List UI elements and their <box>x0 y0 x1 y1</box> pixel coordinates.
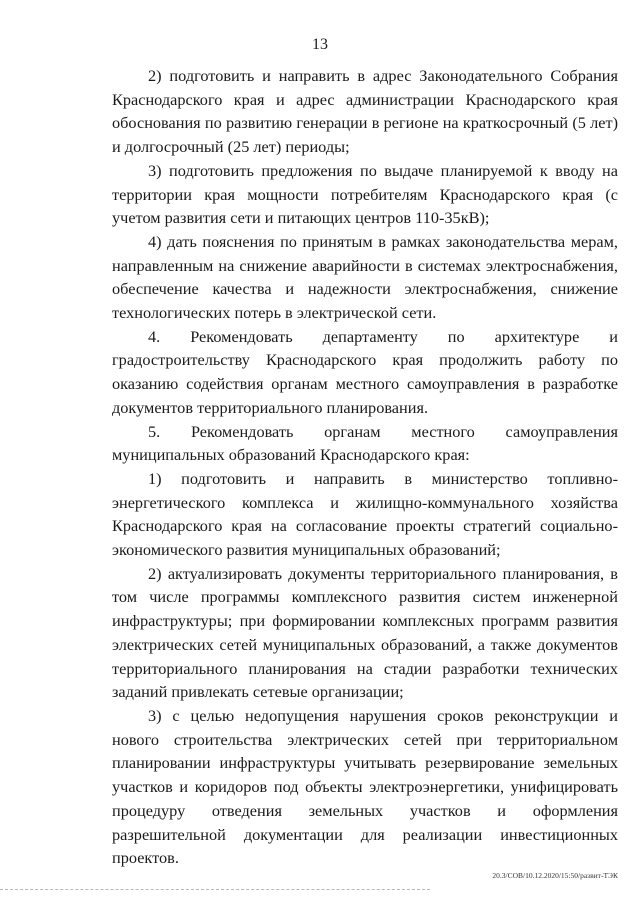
paragraph-4-accident-reduction-measures: 4) дать пояснения по принятым в рамках законодательства мерам, направленным на снижение аварийности в системах электроснабжения, обеспечение качества и надежности электроснабжения, снижение технологических потерь в электрической сети. <box>112 231 618 323</box>
paragraph-1-submit-strategies: 1) подготовить и направить в министерство топливно-энергетического комплекса и жилищно-коммунального хозяйства Краснодарского края на согласование проекты стратегий социально-экономического развития муниципальных образований; <box>112 468 618 560</box>
paragraph-3-power-supply-proposals: 3) подготовить предложения по выдаче планируемой к вводу на территории края мощности потребителям Краснодарского края (с учетом развития сети и питающих центров 110-35кВ); <box>112 160 618 228</box>
paragraph-3-land-reservation: 3) с целью недопущения нарушения сроков реконструкции и нового строительства электрических сетей при территориальном планировании инфраструктуры учитывать резервирование земельных участков и коридоров под объекты электроэнергетики, унифицировать процедуру отведения земельных участков и оформления разрешительной документации для реализации инвестиционных проектов. <box>112 705 618 868</box>
paragraph-recommend-architecture-department: 4. Рекомендовать департаменту по архитектуре и градостроительству Краснодарского края продолжить работу по оказанию содействия органам местного самоуправления в разработке документов территориального планирования. <box>112 326 618 417</box>
document-body <box>112 64 618 870</box>
document-footer-code: 20.3/СОВ/10.12.2020/15:50/развит-ТЭК <box>492 871 618 880</box>
paragraph-2-update-planning-documents: 2) актуализировать документы территориального планирования, в том числе программы комплексного развития систем инженерной инфраструктуры; при формировании комплексных программ развития электрических сетей муниципальных образований, а также документов территориального планирования на стадии разработки технических заданий привлекать сетевые организации; <box>112 563 618 702</box>
scan-artifact-line <box>0 889 430 890</box>
paragraph-2-submit-generation-rationale: 2) подготовить и направить в адрес Законодательного Собрания Краснодарского края и адрес администрации Краснодарского края обоснования по развитию генерации в регионе на краткосрочный (5 лет) и долгосрочный (25 лет) периоды; <box>112 66 618 157</box>
page-number: 13 <box>312 36 328 53</box>
paragraph-recommend-local-governments: 5. Рекомендовать органам местного самоуправления муниципальных образований Краснодарского края: <box>112 421 618 465</box>
